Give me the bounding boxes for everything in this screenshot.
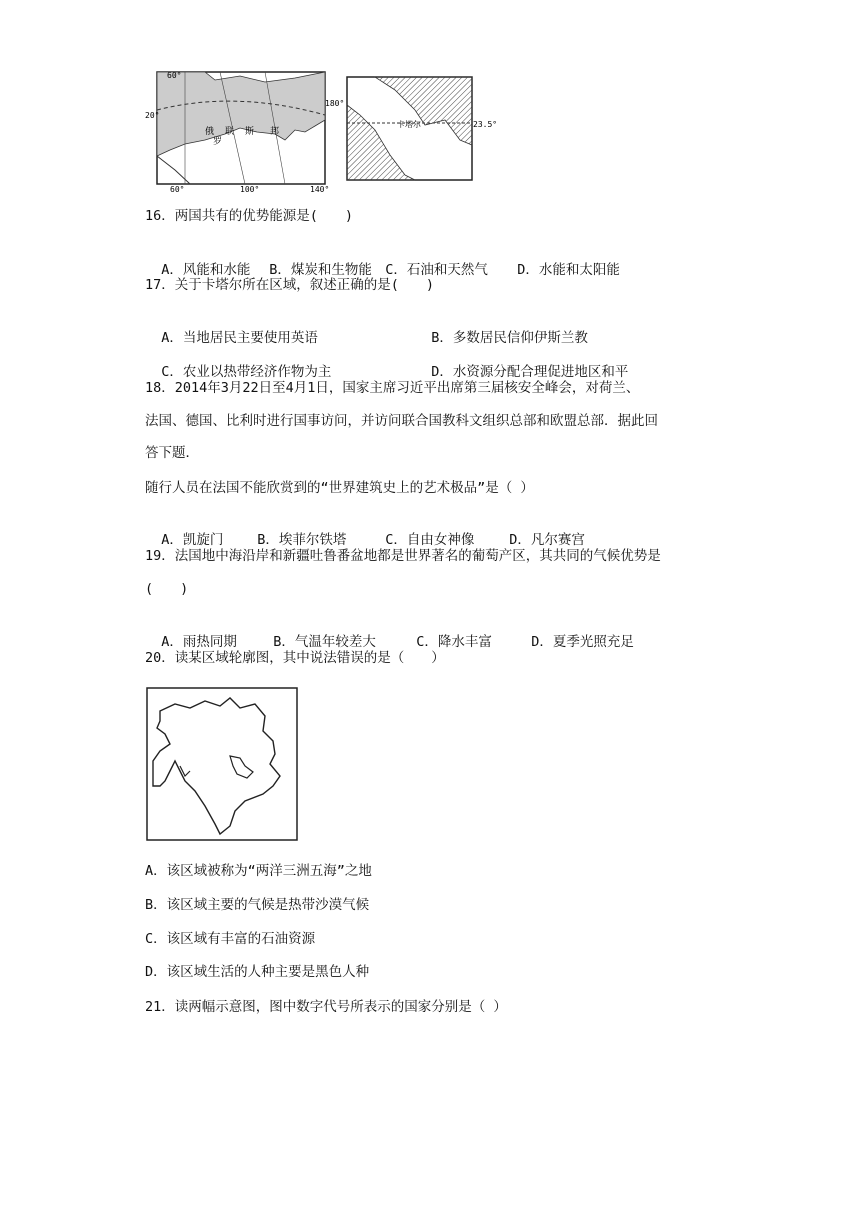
q16-option-c[interactable]: C．石油和天然气	[385, 262, 488, 278]
map-label: 60°	[170, 185, 185, 194]
q20-stem: 20．读某区域轮廓图，其中说法错误的是（ ）	[145, 650, 445, 666]
q19-option-b[interactable]: B．气温年较差大	[273, 634, 376, 650]
q18-intro-line1: 18．2014年3月22日至4月1日，国家主席习近平出席第三届核安全峰会，对荷兰、	[145, 380, 640, 396]
q17-option-b[interactable]: B．多数居民信仰伊斯兰教	[431, 330, 588, 346]
q20-option-b[interactable]: B．该区域主要的气候是热带沙漠气候	[145, 897, 370, 913]
map-label: 俄	[205, 127, 215, 137]
q20-option-c[interactable]: C．该区域有丰富的石油资源	[145, 931, 316, 947]
map-label: 20°	[145, 111, 160, 120]
q17-options-row2	[145, 345, 628, 381]
map-label: 60°	[167, 71, 182, 80]
q16-options	[145, 243, 620, 279]
map-label: 卡塔尔	[397, 120, 421, 129]
q17-option-a[interactable]: A．当地居民主要使用英语	[161, 330, 318, 346]
q18-stem: 随行人员在法国不能欣赏到的“世界建筑史上的艺术极品”是（ ）	[145, 480, 534, 496]
map-label: 罗	[213, 137, 223, 147]
q16-option-a[interactable]: A．风能和水能	[161, 262, 251, 278]
q18-intro-line3: 答下题．	[145, 445, 199, 461]
q20-option-a[interactable]: A．该区域被称为“两洋三洲五海”之地	[145, 863, 372, 879]
q18-option-b[interactable]: B．埃菲尔铁塔	[257, 532, 347, 548]
map-label: 斯	[245, 127, 255, 137]
russia-map	[145, 70, 345, 194]
q16-stem: 16．两国共有的优势能源是( )	[145, 208, 354, 224]
q19-option-c[interactable]: C．降水丰富	[416, 634, 492, 650]
q16-option-d[interactable]: D．水能和太阳能	[517, 262, 620, 278]
q17-option-d[interactable]: D．水资源分配合理促进地区和平	[431, 364, 629, 380]
q19-options	[145, 615, 634, 651]
qatar-map	[345, 75, 498, 185]
map-label: 联	[225, 127, 235, 137]
q19-option-d[interactable]: D．夏季光照充足	[531, 634, 634, 650]
map-label: 23.5°	[473, 120, 498, 129]
map-label: 180°	[325, 99, 345, 108]
q18-option-d[interactable]: D．凡尔赛宫	[509, 532, 585, 548]
map-label: 100°	[240, 185, 260, 194]
q17-options-row1	[145, 311, 588, 347]
q18-option-c[interactable]: C．自由女神像	[385, 532, 475, 548]
map-label: 140°	[310, 185, 330, 194]
q16-option-b[interactable]: B．煤炭和生物能	[269, 262, 372, 278]
q17-stem: 17．关于卡塔尔所在区域，叙述正确的是( )	[145, 277, 435, 293]
middle-east-outline-map	[145, 686, 300, 844]
map-label: 邦	[270, 127, 280, 137]
q18-intro-line2: 法国、德国、比利时进行国事访问，并访问联合国教科文组织总部和欧盟总部．据此回	[145, 413, 658, 429]
q21-stem: 21．读两幅示意图，图中数字代号所表示的国家分别是（ ）	[145, 999, 507, 1015]
q19-stem-line1: 19．法国地中海沿岸和新疆吐鲁番盆地都是世界著名的葡萄产区，其共同的气候优势是	[145, 548, 661, 564]
q20-option-d[interactable]: D．该区域生活的人种主要是黑色人种	[145, 964, 370, 980]
q19-option-a[interactable]: A．雨热同期	[161, 634, 237, 650]
q18-option-a[interactable]: A．凯旋门	[161, 532, 224, 548]
q18-options	[145, 513, 585, 549]
q17-option-c[interactable]: C．农业以热带经济作物为主	[161, 364, 332, 380]
q19-stem-line2: ( )	[145, 581, 189, 597]
